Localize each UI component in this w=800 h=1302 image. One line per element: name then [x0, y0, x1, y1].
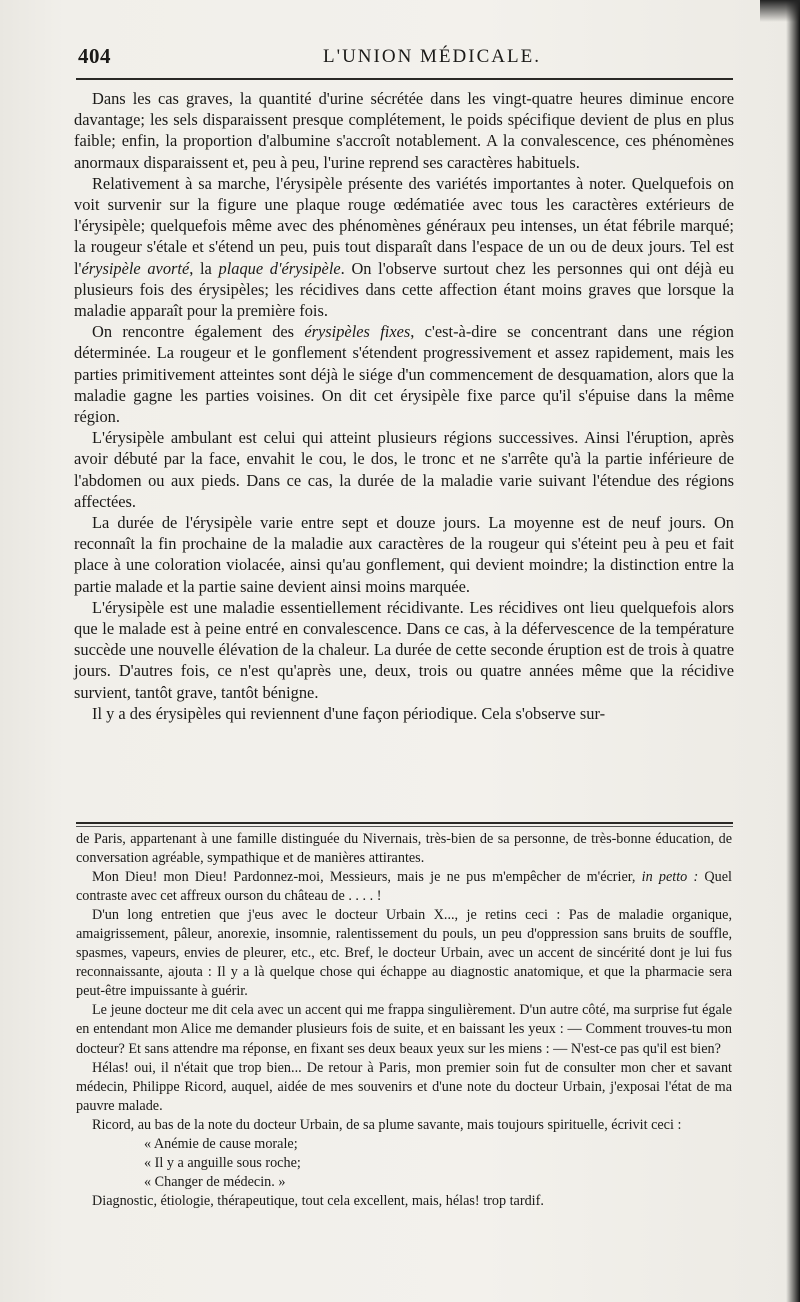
text-run: « Anémie de cause morale;: [144, 1135, 298, 1152]
main-paragraph: [74, 427, 734, 512]
text-run: D'un long entretien que j'eus avec le docteur Urbain X..., je retins ceci : Pas de maladie organique, amaigrissement, pâleur, anorexie, insomnie, ralentissement du pouls, un peu d'oppression sans bruits de souffle, spasmes, vapeurs, envies de pleurer, etc., etc. Bref, le docteur Urbain, avec un accent de sincérité dont je lui fus reconnaissante, ajouta : Il y a là quelque chose qui échappe au diagnostic anatomique, et que la pharmacie sera peut-être impuissante à guérir.: [76, 907, 732, 1000]
footnote-paragraph: [76, 1116, 732, 1135]
footnote-paragraph: [76, 1192, 732, 1211]
footnote-separator: [76, 822, 733, 824]
text-run: . On l'observe surtout chez les personnes qui ont déjà eu plusieurs fois des érysipèles; les récidives dans cette affection étant moins graves que lorsque la maladie apparaît pour la première fois.: [74, 258, 734, 321]
italic-term: érysipèle avorté: [81, 258, 190, 278]
text-run: Mon Dieu! mon Dieu! Pardonnez-moi, Messieurs, mais je ne pus m'empêcher de m'écrier,: [92, 869, 642, 886]
main-paragraph: [74, 512, 734, 597]
italic-term: plaque d'érysipèle: [218, 258, 341, 278]
text-run: Il y a des érysipèles qui reviennent d'une façon périodique. Cela s'observe sur-: [92, 703, 606, 723]
footnote-paragraph: [76, 1135, 732, 1154]
text-run: L'érysipèle ambulant est celui qui atteint plusieurs régions successives. Ainsi l'éruption, après avoir débuté par la face, envahit le cou, le dos, le tronc et ne s'arrête qu'à la partie inférieure de l'abdomen ou aux pieds. Dans ce cas, la durée de la maladie varie suivant l'étendue des régions affectées.: [74, 428, 734, 511]
main-paragraph: [74, 703, 734, 724]
main-paragraph: [74, 597, 734, 703]
text-run: Relativement à sa marche, l'érysipèle présente des variétés importantes à noter. Quelquefois on voit survenir sur la figure une plaque rouge œdématiée avec tous les caractères extérieurs de l'érysipèle; quelquefois même avec des phénomènes généraux peu intenses, un état fébrile marqué; la rougeur s'étale et s'étend un peu, puis tout disparaît dans l'espace de un ou de deux jours. Tel est l': [74, 173, 734, 278]
footnote-paragraph: [76, 830, 732, 868]
footnote-paragraph: [76, 1154, 732, 1173]
main-paragraph: [74, 321, 734, 427]
text-run: Hélas! oui, il n'était que trop bien... De retour à Paris, mon premier soin fut de consulter mon cher et savant médecin, Philippe Ricord, auquel, aidée de mes souvenirs et d'une note du docteur Urbain, j'exposai l'état de ma pauvre malade.: [76, 1059, 732, 1114]
text-run: « Il y a anguille sous roche;: [144, 1154, 301, 1171]
footnote-paragraph: [76, 1059, 732, 1116]
text-run: Ricord, au bas de la note du docteur Urbain, de sa plume savante, mais toujours spirituelle, écrivit ceci :: [92, 1116, 682, 1133]
page-number: 404: [78, 44, 111, 68]
footnote-paragraph: [76, 906, 732, 1001]
footnote-paragraph: [76, 868, 732, 906]
italic-term: érysipèles fixes: [304, 322, 411, 342]
footnote: [76, 830, 732, 1211]
text-run: La durée de l'érysipèle varie entre sept et douze jours. La moyenne est de neuf jours. On reconnaît la fin prochaine de la maladie aux caractères de la rougeur qui s'éteint peu à peu et fait place à une coloration violacée, ainsi qu'au gonflement, qui devient moindre; la distinction entre la partie malade et la partie saine devient ainsi moins marquée.: [74, 513, 734, 596]
text-run: « Changer de médecin. »: [144, 1173, 286, 1190]
text-run: Quel contraste avec cet affreux ourson du château de . . . . !: [76, 869, 732, 905]
running-header: [78, 44, 730, 74]
text-run: , c'est-à-dire se concentrant dans une région déterminée. La rougeur et le gonflement s'étendent progressivement et assez rapidement, mais les parties primitivement atteintes sont déjà le siége d'un commencement de desquamation, alors que la maladie gagne les parties voisines. On dit cet érysipèle fixe parce qu'il s'épuise dans la même région.: [74, 322, 734, 427]
text-run: Diagnostic, étiologie, thérapeutique, tout cela excellent, mais, hélas! trop tardif.: [92, 1192, 544, 1209]
text-run: L'érysipèle est une maladie essentiellement récidivante. Les récidives ont lieu quelquefois alors que le malade est à peine entré en convalescence. Dans ce cas, à la défervescence de la température succède une nouvelle élévation de la chaleur. La durée de cette seconde éruption est de trois à quatre jours. D'autres fois, ce n'est qu'après une, deux, trois ou quatre années même que la récidive survient, tantôt grave, tantôt bénigne.: [74, 597, 734, 702]
text-run: , la: [189, 258, 219, 278]
footnote-paragraph: [76, 1173, 732, 1192]
footnote-paragraph: [76, 1001, 732, 1058]
running-title: L'UNION MÉDICALE.: [323, 46, 541, 67]
page-corner-shadow: [760, 0, 800, 22]
main-paragraph: [74, 173, 734, 321]
page-edge-shadow: [786, 0, 800, 1302]
header-rule: [76, 78, 733, 80]
footnote-separator-thin: [76, 826, 733, 827]
italic-term: in petto :: [641, 869, 699, 886]
main-text: [74, 88, 734, 724]
text-run: Dans les cas graves, la quantité d'urine sécrétée dans les vingt-quatre heures diminue encore davantage; les sels disparaissent presque complétement, le poids spécifique devient de plus en plus faible; enfin, la proportion d'albumine s'accroît notablement. A la convalescence, ces phénomènes anormaux disparaissent et, peu à peu, l'urine reprend ses caractères habituels.: [74, 89, 734, 172]
text-run: Le jeune docteur me dit cela avec un accent qui me frappa singulièrement. D'un autre côté, ma surprise fut égale en entendant mon Alice me demander plusieurs fois de suite, et en baissant les yeux : — Comment trouves-tu mon docteur? Et sans attendre ma réponse, en fixant ses deux beaux yeux sur les miens : — N'est-ce pas qu'il est bien?: [76, 1002, 732, 1057]
text-run: On rencontre également des: [92, 322, 305, 342]
text-run: de Paris, appartenant à une famille distinguée du Nivernais, très-bien de sa personne, de très-bonne éducation, de conversation agréable, sympathique et de manières attirantes.: [76, 831, 732, 867]
main-paragraph: [74, 88, 734, 173]
